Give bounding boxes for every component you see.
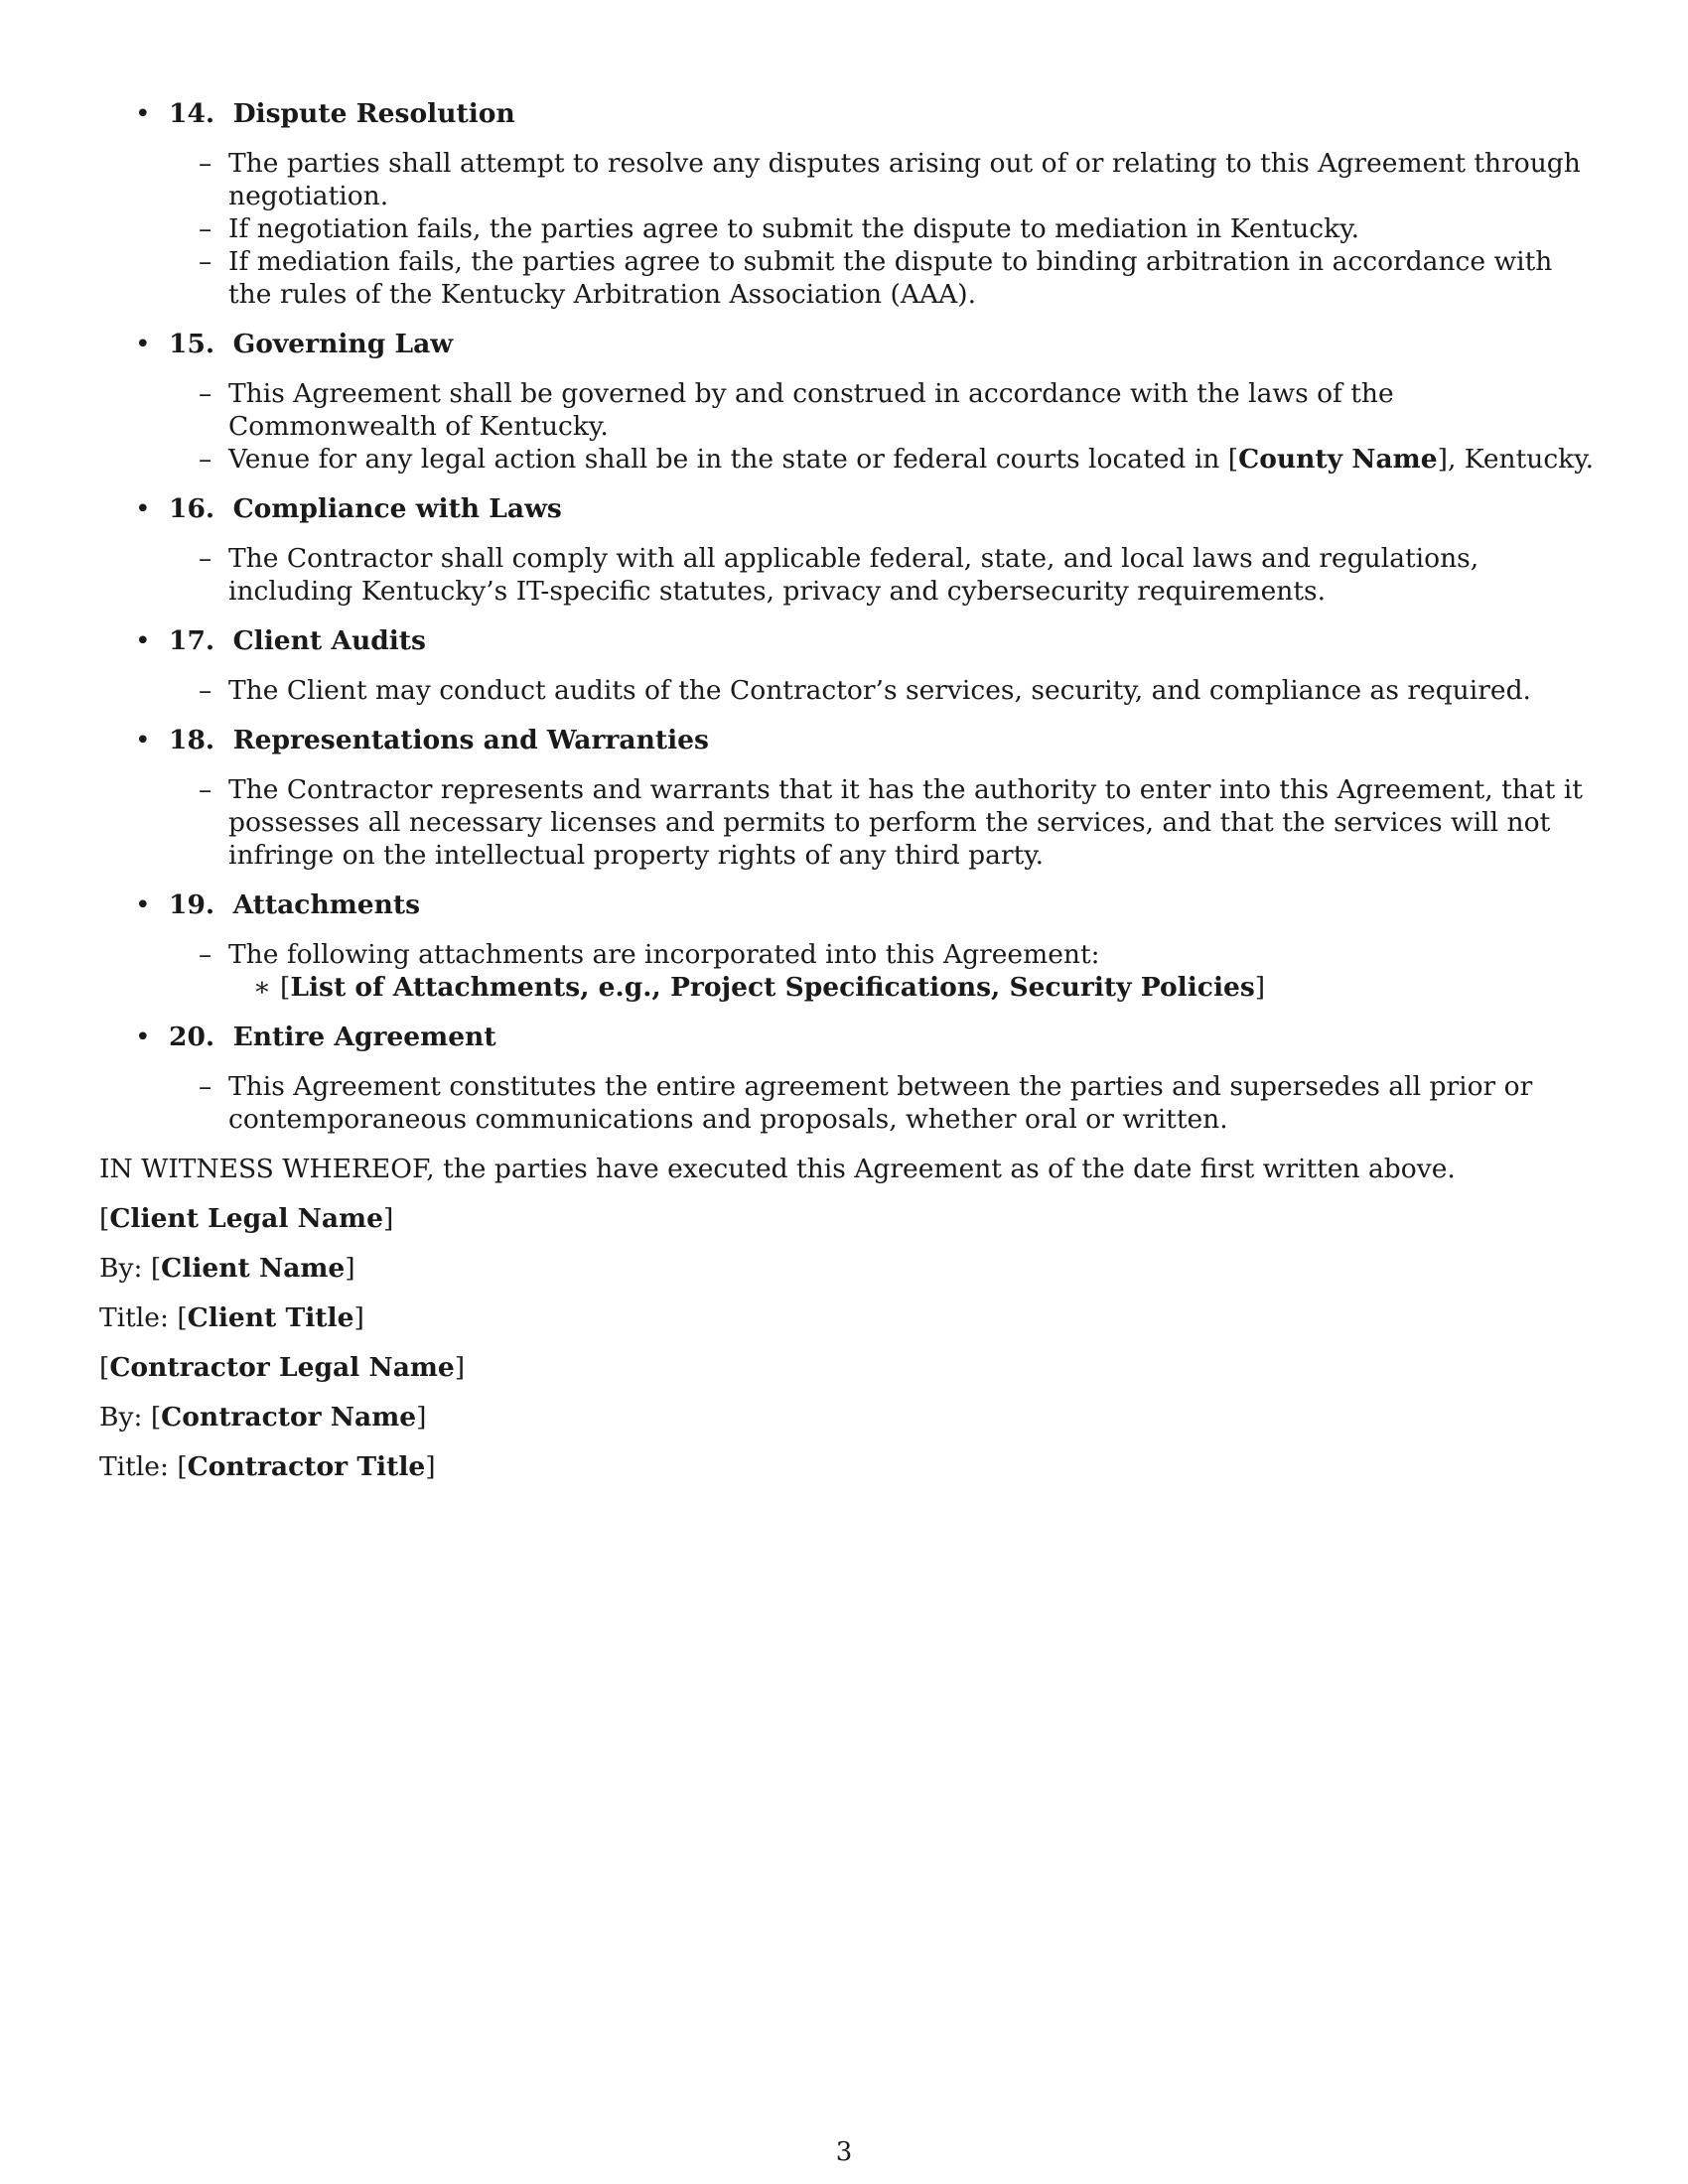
document-page	[99, 97, 1595, 1500]
dash-icon: –	[199, 213, 212, 244]
dash-icon: –	[199, 148, 212, 179]
open-bracket: [	[150, 1402, 162, 1433]
close-bracket: ]	[425, 1451, 436, 1482]
section-title: Dispute Resolution	[232, 98, 515, 129]
close-bracket: ]	[382, 1203, 394, 1234]
bullet-icon: •	[135, 1022, 151, 1052]
open-bracket: [	[177, 1451, 188, 1482]
section-14	[99, 97, 1595, 311]
section-19	[99, 888, 1595, 1004]
item-text: The Client may conduct audits of the Contractor’s services, security, and compliance as required.	[228, 675, 1531, 706]
client-legal-name: Client Legal Name	[109, 1203, 383, 1234]
dash-icon: –	[199, 675, 212, 706]
client-title-line	[99, 1301, 1595, 1334]
dash-icon: –	[199, 939, 212, 970]
signature-block	[99, 1202, 1595, 1483]
section-title: Attachments	[232, 889, 421, 920]
bullet-icon: •	[135, 98, 151, 129]
open-bracket: [	[1227, 444, 1239, 475]
contractor-name: Contractor Name	[161, 1402, 417, 1433]
section-18	[99, 724, 1595, 872]
list-item	[99, 245, 1595, 311]
section-17	[99, 624, 1595, 707]
section-heading	[99, 328, 1595, 360]
close-bracket: ]	[454, 1352, 466, 1383]
section-20	[99, 1021, 1595, 1136]
section-items	[99, 674, 1595, 707]
section-number: 15.	[169, 329, 215, 359]
dash-icon: –	[199, 543, 212, 574]
bullet-icon: •	[135, 625, 151, 656]
title-label: Title:	[99, 1451, 169, 1482]
section-title: Governing Law	[232, 329, 454, 359]
bullet-icon: •	[135, 889, 151, 920]
section-items	[99, 377, 1595, 476]
item-text: The Contractor represents and warrants that it has the authority to enter into this Agreement, that it possesses all necessary licenses and permits to perform the services, and that the services will not infringe on the intellectual property rights of any third party.	[228, 774, 1583, 871]
dash-icon: –	[199, 1071, 212, 1102]
dash-icon: –	[199, 444, 212, 475]
section-heading	[99, 1021, 1595, 1053]
section-items	[99, 542, 1595, 608]
venue-prefix: Venue for any legal action shall be in the state or federal courts located in	[228, 444, 1228, 475]
by-label: By:	[99, 1253, 143, 1284]
section-title: Client Audits	[232, 625, 426, 656]
dash-icon: –	[199, 246, 212, 277]
client-title: Client Title	[187, 1302, 354, 1333]
section-title: Compliance with Laws	[232, 493, 562, 524]
contractor-legal-name-line	[99, 1351, 1595, 1384]
section-16	[99, 492, 1595, 608]
open-bracket: [	[99, 1203, 110, 1234]
bullet-icon: •	[135, 493, 151, 524]
section-number: 18.	[169, 725, 215, 755]
close-bracket: ]	[353, 1302, 364, 1333]
section-heading	[99, 492, 1595, 525]
section-items	[99, 1070, 1595, 1136]
list-item	[99, 443, 1595, 476]
bullet-icon: •	[135, 329, 151, 359]
list-item	[99, 212, 1595, 245]
page-number: 3	[835, 2137, 853, 2167]
close-bracket: ]	[345, 1253, 355, 1284]
section-number: 20.	[169, 1022, 215, 1052]
section-heading	[99, 97, 1595, 130]
witness-statement: IN WITNESS WHEREOF, the parties have executed this Agreement as of the date first written above.	[99, 1154, 1456, 1184]
section-15	[99, 328, 1595, 476]
item-text: The following attachments are incorporated into this Agreement:	[228, 939, 1100, 970]
section-number: 17.	[169, 625, 215, 656]
bullet-icon: •	[135, 725, 151, 755]
list-item	[99, 147, 1595, 212]
section-title: Representations and Warranties	[232, 725, 709, 755]
section-number: 19.	[169, 889, 215, 920]
county-name-placeholder: County Name	[1238, 444, 1438, 475]
venue-suffix: , Kentucky.	[1447, 444, 1595, 475]
item-text: The parties shall attempt to resolve any disputes arising out of or relating to this Agreement through negotiation.	[228, 148, 1581, 211]
open-bracket: [	[150, 1253, 162, 1284]
dash-icon: –	[199, 378, 212, 409]
list-item	[99, 542, 1595, 608]
section-items	[99, 773, 1595, 872]
section-number: 16.	[169, 493, 215, 524]
open-bracket: [	[99, 1352, 110, 1383]
contractor-title: Contractor Title	[187, 1451, 426, 1482]
list-item	[99, 1070, 1595, 1136]
list-item	[99, 674, 1595, 707]
list-item	[99, 938, 1595, 971]
item-text: If negotiation fails, the parties agree to submit the dispute to mediation in Kentucky.	[228, 213, 1360, 244]
list-item	[99, 773, 1595, 872]
asterisk-icon: ∗	[253, 972, 272, 1003]
contractor-title-line	[99, 1450, 1595, 1483]
dash-icon: –	[199, 774, 212, 805]
item-text: This Agreement constitutes the entire agreement between the parties and supersedes all prior or contemporaneous communications and proposals, whether oral or written.	[228, 1071, 1533, 1135]
client-by-line	[99, 1252, 1595, 1285]
close-bracket: ]	[1254, 972, 1266, 1003]
close-bracket: ]	[416, 1402, 427, 1433]
contractor-legal-name: Contractor Legal Name	[109, 1352, 455, 1383]
section-heading	[99, 888, 1595, 921]
section-items	[99, 938, 1595, 1004]
section-items	[99, 147, 1595, 311]
title-label: Title:	[99, 1302, 169, 1333]
section-heading	[99, 624, 1595, 657]
client-legal-name-line	[99, 1202, 1595, 1235]
list-item	[99, 377, 1595, 443]
open-bracket: [	[280, 972, 291, 1003]
item-text: If mediation fails, the parties agree to submit the dispute to binding arbitration in accordance with the rules of the Kentucky Arbitration Association (AAA).	[228, 246, 1553, 310]
contractor-by-line	[99, 1401, 1595, 1433]
sub-list-item	[99, 971, 1595, 1004]
section-heading	[99, 724, 1595, 756]
item-text: The Contractor shall comply with all applicable federal, state, and local laws and regulations, including Kentucky’s IT-specific statutes, privacy and cybersecurity requirements.	[228, 543, 1479, 607]
close-bracket: ]	[1437, 444, 1448, 475]
section-title: Entire Agreement	[232, 1022, 496, 1052]
by-label: By:	[99, 1402, 143, 1433]
open-bracket: [	[177, 1302, 188, 1333]
section-number: 14.	[169, 98, 215, 129]
attachments-placeholder: List of Attachments, e.g., Project Specifications, Security Policies	[290, 972, 1255, 1003]
client-name: Client Name	[161, 1253, 346, 1284]
item-text: This Agreement shall be governed by and construed in accordance with the laws of the Commonwealth of Kentucky.	[228, 378, 1394, 442]
